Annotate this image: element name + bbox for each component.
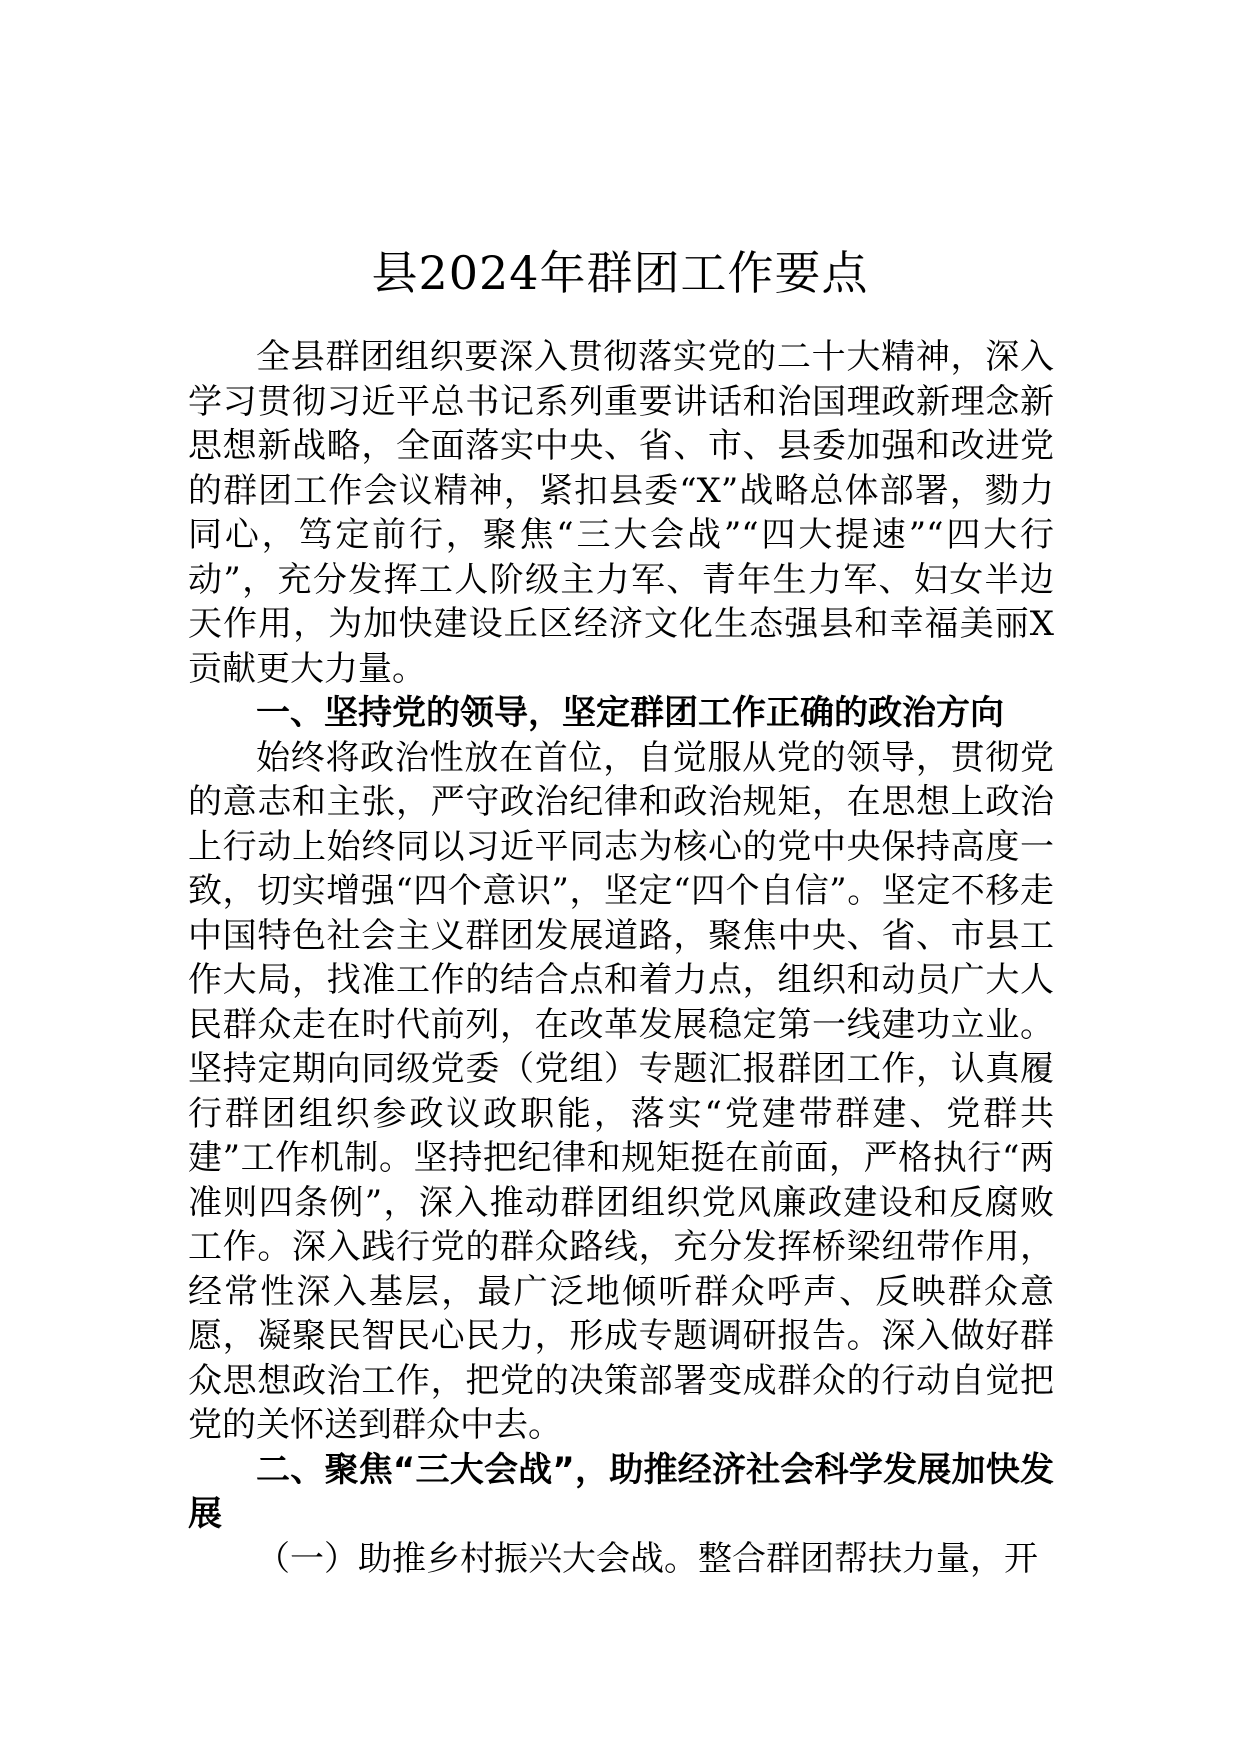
section-1-paragraph: 始终将政治性放在首位，自觉服从党的领导，贯彻党的意志和主张，严守政治纪律和政治规矩，在思想上政治上行动上始终同以习近平同志为核心的党中央保持高度一致，切实增强“四个意识”，坚定“四个自信”。坚定不移走中国特色社会主义群团发展道路，聚焦中央、省、市县工作大局，找准工作的结合点和着力点，组织和动员广大人民群众走在时代前列，在改革发展稳定第一线建功立业。坚持定期向同级党委（党组）专题汇报群团工作，认真履行群团组织参政议政职能，落实“党建带群建、党群共建”工作机制。坚持把纪律和规矩挺在前面，严格执行“两准则四条例”，深入推动群团组织党风廉政建设和反腐败工作。深入践行党的群众路线，充分发挥桥梁纽带作用，经常性深入基层，最广泛地倾听群众呼声、反映群众意愿，凝聚民智民心民力，形成专题调研报告。深入做好群众思想政治工作，把党的决策部署变成群众的行动自觉把党的关怀送到群众中去。: [188, 737, 1054, 1445]
intro-paragraph: 全县群团组织要深入贯彻落实党的二十大精神，深入学习贯彻习近平总书记系列重要讲话和治国理政新理念新思想新战略，全面落实中央、省、市、县委加强和改进党的群团工作会议精神，紧扣县委“X”战略总体部署，勠力同心，笃定前行，聚焦“三大会战”“四大提速”“四大行动”，充分发挥工人阶级主力军、青年生力军、妇女半边天作用，为加快建设丘区经济文化生态强县和幸福美丽X贡献更大力量。: [188, 337, 1054, 689]
section-2-heading: 二、聚焦“三大会战”，助推经济社会科学发展加快发展: [188, 1449, 1054, 1534]
document-body: [188, 335, 1054, 1581]
section-2-paragraph: （一）助推乡村振兴大会战。整合群团帮扶力量，开: [256, 1538, 1038, 1579]
section-1-heading: 一、坚持党的领导，坚定群团工作正确的政治方向: [256, 693, 1004, 733]
document-title: 县2024年群团工作要点: [371, 245, 869, 300]
